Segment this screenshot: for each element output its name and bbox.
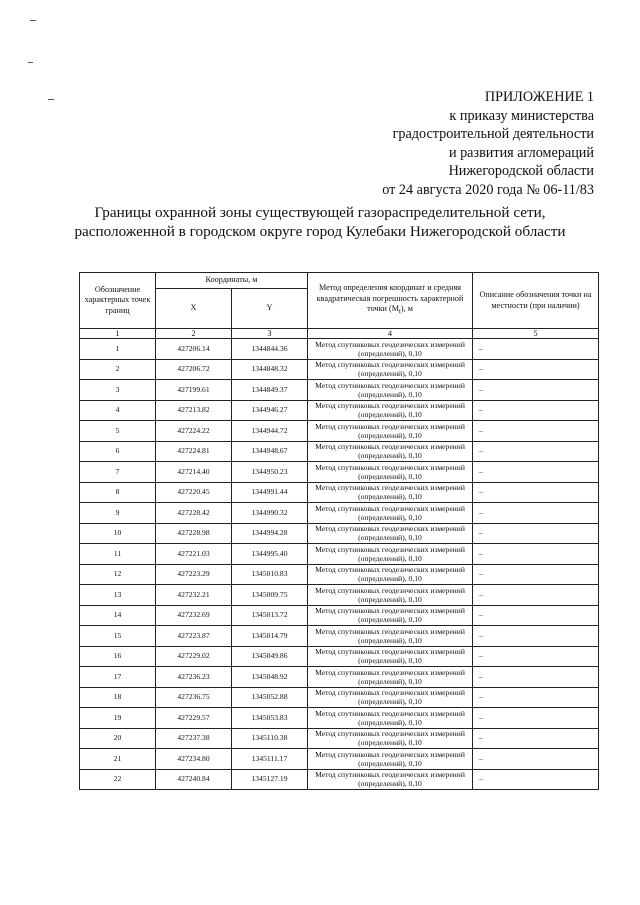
- x-coordinate-cell: 427221.03: [156, 544, 232, 565]
- y-coordinate-cell: 1344950.23: [232, 462, 308, 483]
- point-number-cell: 17: [80, 667, 156, 688]
- column-number: 5: [473, 329, 599, 339]
- table-row: [80, 687, 599, 708]
- method-cell: Метод спутниковых геодезических измерений (определений), 0,10: [308, 400, 473, 421]
- header-x: X: [156, 289, 232, 329]
- appendix-heading: ПРИЛОЖЕНИЕ 1: [484, 89, 594, 105]
- y-coordinate-cell: 1345013.72: [232, 605, 308, 626]
- x-coordinate-cell: 427232.21: [156, 585, 232, 606]
- description-cell: –: [473, 380, 599, 401]
- y-coordinate-cell: 1344995.40: [232, 544, 308, 565]
- header-designation: Обозначение характерных точек границ: [80, 273, 156, 329]
- x-coordinate-cell: 427223.87: [156, 626, 232, 647]
- header-method-unit: ), м: [400, 303, 413, 313]
- x-coordinate-cell: 427206.72: [156, 359, 232, 380]
- y-coordinate-cell: 1345127.19: [232, 769, 308, 790]
- description-cell: –: [473, 585, 599, 606]
- appendix-block: [382, 88, 594, 200]
- header-description: Описание обозначения точки на местности (при наличии): [473, 273, 599, 329]
- description-cell: –: [473, 728, 599, 749]
- x-coordinate-cell: 427213.82: [156, 400, 232, 421]
- x-coordinate-cell: 427234.80: [156, 749, 232, 770]
- appendix-order-date: от 24 августа 2020 года № 06-11/83: [382, 181, 594, 198]
- method-cell: Метод спутниковых геодезических измерений (определений), 0,10: [308, 544, 473, 565]
- column-number: 1: [80, 329, 156, 339]
- method-cell: Метод спутниковых геодезических измерений (определений), 0,10: [308, 421, 473, 442]
- y-coordinate-cell: 1345052.88: [232, 687, 308, 708]
- description-cell: –: [473, 544, 599, 565]
- x-coordinate-cell: 427229.57: [156, 708, 232, 729]
- method-cell: Метод спутниковых геодезических измерений (определений), 0,10: [308, 380, 473, 401]
- table-row: [80, 626, 599, 647]
- scan-mark: [30, 20, 36, 21]
- y-coordinate-cell: 1344990.32: [232, 503, 308, 524]
- x-coordinate-cell: 427206.14: [156, 339, 232, 360]
- header-coordinates: Координаты, м: [156, 273, 308, 289]
- table-row: [80, 400, 599, 421]
- x-coordinate-cell: 427224.22: [156, 421, 232, 442]
- y-coordinate-cell: 1344948.67: [232, 441, 308, 462]
- appendix-line: к приказу министерства: [449, 107, 594, 124]
- point-number-cell: 19: [80, 708, 156, 729]
- x-coordinate-cell: 427232.69: [156, 605, 232, 626]
- method-cell: Метод спутниковых геодезических измерений (определений), 0,10: [308, 605, 473, 626]
- x-coordinate-cell: 427224.81: [156, 441, 232, 462]
- y-coordinate-cell: 1345053.83: [232, 708, 308, 729]
- y-coordinate-cell: 1345009.75: [232, 585, 308, 606]
- y-coordinate-cell: 1344944.72: [232, 421, 308, 442]
- x-coordinate-cell: 427199.61: [156, 380, 232, 401]
- description-cell: –: [473, 626, 599, 647]
- x-coordinate-cell: 427228.42: [156, 503, 232, 524]
- method-cell: Метод спутниковых геодезических измерений (определений), 0,10: [308, 687, 473, 708]
- table-row: [80, 441, 599, 462]
- method-cell: Метод спутниковых геодезических измерений (определений), 0,10: [308, 339, 473, 360]
- description-cell: –: [473, 462, 599, 483]
- description-cell: –: [473, 769, 599, 790]
- header-method: [308, 273, 473, 329]
- table-row: [80, 482, 599, 503]
- description-cell: –: [473, 503, 599, 524]
- y-coordinate-cell: 1344844.36: [232, 339, 308, 360]
- point-number-cell: 7: [80, 462, 156, 483]
- y-coordinate-cell: 1344994.28: [232, 523, 308, 544]
- table-row: [80, 544, 599, 565]
- table-row: [80, 564, 599, 585]
- point-number-cell: 15: [80, 626, 156, 647]
- y-coordinate-cell: 1345110.38: [232, 728, 308, 749]
- description-cell: –: [473, 646, 599, 667]
- header-y: Y: [232, 289, 308, 329]
- y-coordinate-cell: 1344848.32: [232, 359, 308, 380]
- table-row: [80, 667, 599, 688]
- table-row: [80, 605, 599, 626]
- method-cell: Метод спутниковых геодезических измерений (определений), 0,10: [308, 503, 473, 524]
- method-cell: Метод спутниковых геодезических измерений (определений), 0,10: [308, 708, 473, 729]
- table-row: [80, 749, 599, 770]
- point-number-cell: 12: [80, 564, 156, 585]
- column-number: 2: [156, 329, 232, 339]
- table-row: [80, 585, 599, 606]
- table-row: [80, 708, 599, 729]
- description-cell: –: [473, 687, 599, 708]
- table-row: [80, 359, 599, 380]
- table-row: [80, 523, 599, 544]
- y-coordinate-cell: 1345049.86: [232, 646, 308, 667]
- point-number-cell: 11: [80, 544, 156, 565]
- table-row: [80, 503, 599, 524]
- title-line: расположенной в городском округе город Кулебаки Нижегородской области: [74, 223, 566, 240]
- method-cell: Метод спутниковых геодезических измерений (определений), 0,10: [308, 646, 473, 667]
- x-coordinate-cell: 427220.45: [156, 482, 232, 503]
- table-row: [80, 380, 599, 401]
- appendix-line: градостроительной деятельности: [392, 126, 594, 143]
- point-number-cell: 1: [80, 339, 156, 360]
- point-number-cell: 4: [80, 400, 156, 421]
- method-cell: Метод спутниковых геодезических измерений (определений), 0,10: [308, 441, 473, 462]
- document-title: [40, 203, 600, 241]
- method-cell: Метод спутниковых геодезических измерений (определений), 0,10: [308, 482, 473, 503]
- description-cell: –: [473, 482, 599, 503]
- table-row: [80, 646, 599, 667]
- method-cell: Метод спутниковых геодезических измерений (определений), 0,10: [308, 462, 473, 483]
- method-cell: Метод спутниковых геодезических измерений (определений), 0,10: [308, 626, 473, 647]
- point-number-cell: 16: [80, 646, 156, 667]
- x-coordinate-cell: 427237.38: [156, 728, 232, 749]
- description-cell: –: [473, 359, 599, 380]
- method-cell: Метод спутниковых геодезических измерений (определений), 0,10: [308, 359, 473, 380]
- x-coordinate-cell: 427223.29: [156, 564, 232, 585]
- table-row: [80, 339, 599, 360]
- x-coordinate-cell: 427240.84: [156, 769, 232, 790]
- method-cell: Метод спутниковых геодезических измерений (определений), 0,10: [308, 749, 473, 770]
- point-number-cell: 20: [80, 728, 156, 749]
- column-number: 4: [308, 329, 473, 339]
- method-cell: Метод спутниковых геодезических измерений (определений), 0,10: [308, 769, 473, 790]
- description-cell: –: [473, 749, 599, 770]
- boundary-points-table: [79, 272, 599, 790]
- description-cell: –: [473, 605, 599, 626]
- x-coordinate-cell: 427229.02: [156, 646, 232, 667]
- description-cell: –: [473, 564, 599, 585]
- title-line: Границы охранной зоны существующей газораспределительной сети,: [94, 204, 546, 221]
- header-method-text: Метод определения координат и средняя квадратическая погрешность характерной точки (M: [316, 283, 464, 313]
- description-cell: –: [473, 400, 599, 421]
- x-coordinate-cell: 427214.40: [156, 462, 232, 483]
- description-cell: –: [473, 523, 599, 544]
- table-body: [80, 339, 599, 790]
- description-cell: –: [473, 421, 599, 442]
- point-number-cell: 14: [80, 605, 156, 626]
- column-number: 3: [232, 329, 308, 339]
- method-cell: Метод спутниковых геодезических измерений (определений), 0,10: [308, 564, 473, 585]
- y-coordinate-cell: 1344991.44: [232, 482, 308, 503]
- table-row: [80, 728, 599, 749]
- method-cell: Метод спутниковых геодезических измерений (определений), 0,10: [308, 728, 473, 749]
- scan-mark: [28, 62, 33, 63]
- table-row: [80, 462, 599, 483]
- y-coordinate-cell: 1345010.83: [232, 564, 308, 585]
- appendix-line: и развития агломераций: [448, 144, 594, 161]
- point-number-cell: 9: [80, 503, 156, 524]
- x-coordinate-cell: 427228.98: [156, 523, 232, 544]
- point-number-cell: 8: [80, 482, 156, 503]
- point-number-cell: 5: [80, 421, 156, 442]
- y-coordinate-cell: 1345048.92: [232, 667, 308, 688]
- scan-mark: [48, 99, 54, 100]
- point-number-cell: 18: [80, 687, 156, 708]
- point-number-cell: 3: [80, 380, 156, 401]
- point-number-cell: 2: [80, 359, 156, 380]
- table-row: [80, 421, 599, 442]
- method-cell: Метод спутниковых геодезических измерений (определений), 0,10: [308, 585, 473, 606]
- y-coordinate-cell: 1345111.17: [232, 749, 308, 770]
- y-coordinate-cell: 1344946.27: [232, 400, 308, 421]
- x-coordinate-cell: 427236.75: [156, 687, 232, 708]
- x-coordinate-cell: 427236.23: [156, 667, 232, 688]
- point-number-cell: 22: [80, 769, 156, 790]
- point-number-cell: 6: [80, 441, 156, 462]
- method-cell: Метод спутниковых геодезических измерений (определений), 0,10: [308, 667, 473, 688]
- header-method-subscript: t: [398, 308, 401, 316]
- description-cell: –: [473, 708, 599, 729]
- point-number-cell: 21: [80, 749, 156, 770]
- description-cell: –: [473, 441, 599, 462]
- y-coordinate-cell: 1345014.79: [232, 626, 308, 647]
- point-number-cell: 10: [80, 523, 156, 544]
- y-coordinate-cell: 1344849.37: [232, 380, 308, 401]
- method-cell: Метод спутниковых геодезических измерений (определений), 0,10: [308, 523, 473, 544]
- point-number-cell: 13: [80, 585, 156, 606]
- description-cell: –: [473, 667, 599, 688]
- table-row: [80, 769, 599, 790]
- description-cell: –: [473, 339, 599, 360]
- appendix-line: Нижегородской области: [448, 163, 594, 180]
